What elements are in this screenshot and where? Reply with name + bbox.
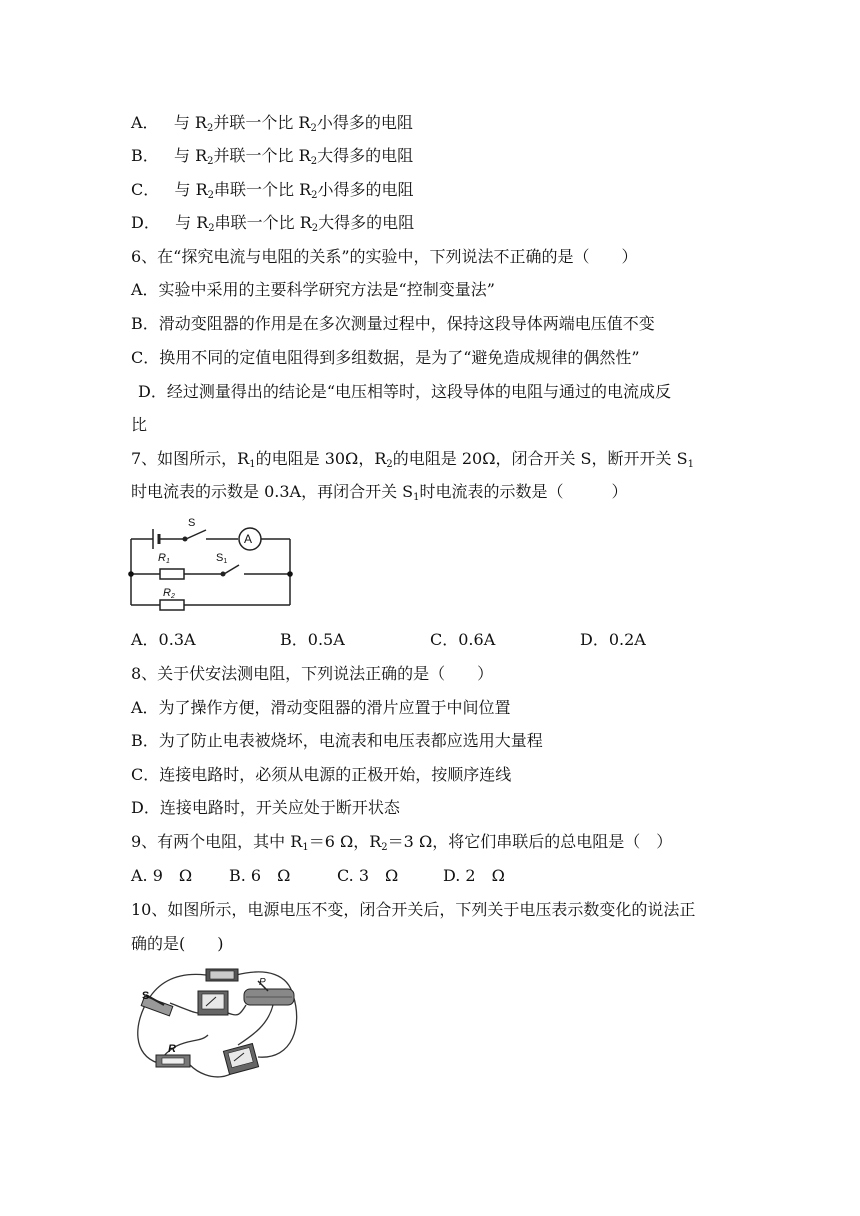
q9-option-a: A. 9 Ω: [131, 866, 193, 885]
r2-label: R2: [163, 587, 175, 600]
q7-stem-line2: 时电流表的示数是 0.3A，再闭合开关 $S_1$时电流表的示数是（ ）: [131, 482, 628, 503]
q5-option-b: B． 与 $R_2$并联一个比 $R_2$大得多的电阻: [131, 146, 414, 167]
q8-stem: 8、关于伏安法测电阻，下列说法正确的是（ ）: [131, 664, 494, 683]
switch-s1-label: S1: [216, 552, 228, 565]
q5-option-a: A． 与 $R_2$并联一个比 $R_2$小得多的电阻: [131, 113, 413, 134]
q8-option-b: B．为了防止电表被烧坏，电流表和电压表都应选用大量程: [131, 731, 543, 750]
ammeter-label: A: [244, 532, 253, 546]
q8-option-c: C．连接电路时，必须从电源的正极开始，按顺序连线: [131, 765, 512, 784]
q8-option-a: A．为了操作方便，滑动变阻器的滑片应置于中间位置: [131, 698, 511, 717]
q5-option-d: D． 与 $R_2$串联一个比 $R_2$大得多的电阻: [131, 213, 415, 234]
q6-option-b: B．滑动变阻器的作用是在多次测量过程中，保持这段导体两端电压值不变: [131, 314, 655, 333]
voltmeter-upper: [198, 991, 228, 1015]
q6-option-d: D．经过测量得出的结论是“电压相等时，这段导体的电阻与通过的电流成反: [138, 382, 672, 401]
q10-stem-line2: 确的是( ): [131, 934, 224, 953]
switch-label: S: [142, 990, 150, 1002]
q9-option-c: C. 3 Ω: [337, 866, 399, 885]
q10-circuit-photo: [128, 965, 308, 1087]
q5-option-c: C． 与 $R_2$串联一个比 $R_2$小得多的电阻: [131, 180, 414, 201]
r1-label: R1: [158, 552, 170, 565]
voltmeter-lower: [223, 1044, 258, 1075]
q9-option-b: B. 6 Ω: [229, 866, 291, 885]
q8-option-d: D．连接电路时，开关应处于断开状态: [131, 798, 400, 817]
q6-option-c: C．换用不同的定值电阻得到多组数据，是为了“避免造成规律的偶然性”: [131, 348, 640, 367]
q7-option-c: C．0.6A: [430, 630, 496, 649]
q10-stem-line1: 10、如图所示，电源电压不变，闭合开关后，下列关于电压表示数变化的说法正: [131, 900, 696, 919]
q6-option-d-cont: 比: [131, 415, 148, 434]
q6-stem: 6、在“探究电流与电阻的关系”的实验中，下列说法不正确的是（ ）: [131, 247, 638, 266]
q7-circuit-diagram: [126, 512, 298, 612]
q7-stem-line1: 7、如图所示，$R_1$的电阻是 30Ω，$R_2$的电阻是 20Ω，闭合开关 S，断开开关 $S_1$: [131, 449, 694, 470]
switch-component: [141, 990, 173, 1016]
q9-stem: 9、有两个电阻，其中 $R_1=6$ Ω，$R_2=3$ Ω，将它们串联后的总电阻是（ ）: [131, 832, 673, 853]
q6-option-a: A．实验中采用的主要科学研究方法是“控制变量法”: [131, 280, 495, 299]
q9-option-d: D. 2 Ω: [443, 866, 505, 885]
slider-label: P: [259, 977, 266, 988]
resistor-label: R: [168, 1043, 176, 1055]
q7-option-d: D．0.2A: [580, 630, 646, 649]
resistor-component: [156, 1043, 190, 1067]
rheostat-component: [244, 977, 294, 1005]
switch-s-label: S: [188, 517, 196, 529]
q7-option-a: A．0.3A: [131, 630, 196, 649]
q7-option-b: B．0.5A: [280, 630, 345, 649]
